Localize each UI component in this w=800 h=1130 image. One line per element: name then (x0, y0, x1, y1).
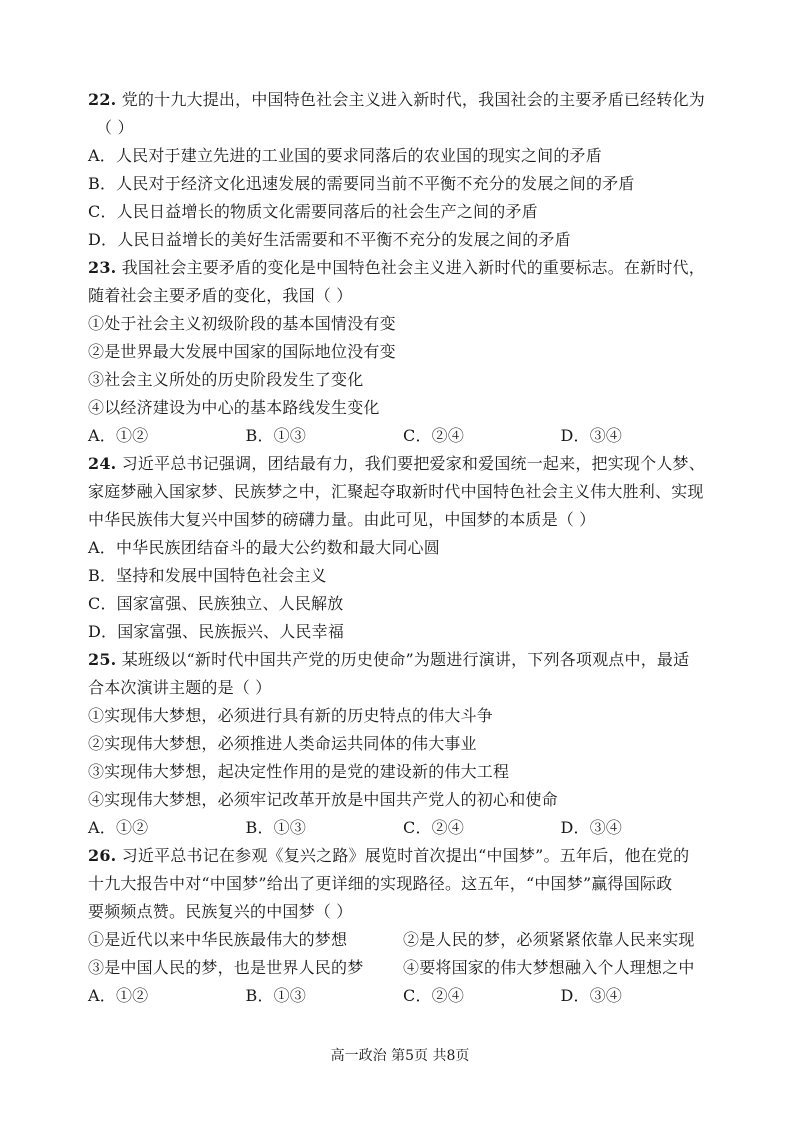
question-number: 24. (88, 454, 117, 473)
statement-3: ③社会主义所处的历史阶段发生了变化 (88, 370, 364, 389)
statement-4: ④实现伟大梦想，必须牢记改革开放是中国共产党人的初心和使命 (88, 790, 558, 809)
statement-4: ④以经济建设为中心的基本路线发生变化 (88, 398, 380, 417)
choice-row (88, 422, 718, 450)
statement-1: ①实现伟大梦想，必须进行具有新的历史特点的伟大斗争 (88, 706, 494, 725)
question-number: 25. (88, 650, 117, 669)
choice-a: A．①② (88, 818, 149, 837)
option-d: D．人民日益增长的美好生活需要和不平衡不充分的发展之间的矛盾 (88, 230, 571, 249)
statement-4: ④要将国家的伟大梦想融入个人理想之中 (403, 958, 695, 977)
question-stem-line: 随着社会主要矛盾的变化，我国（ ） (88, 286, 353, 305)
choice-row (88, 982, 718, 1010)
choice-b: B．①③ (245, 818, 307, 837)
choice-b: B．①③ (245, 986, 307, 1005)
option-d: D．国家富强、民族振兴、人民幸福 (88, 622, 345, 641)
option-a: A．中华民族团结奋斗的最大公约数和最大同心圆 (88, 538, 440, 557)
question-number: 23. (88, 258, 117, 277)
statement-1: ①处于社会主义初级阶段的基本国情没有变 (88, 314, 396, 333)
option-a: A．人民对于建立先进的工业国的要求同落后的农业国的现实之间的矛盾 (88, 146, 602, 165)
statement-2: ②是世界最大发展中国家的国际地位没有变 (88, 342, 396, 361)
question-stem-line: 25. 某班级以“新时代中国共产党的历史使命”为题进行演讲，下列各项观点中，最适 (88, 650, 690, 669)
question-stem-line: 合本次演讲主题的是（ ） (88, 678, 272, 697)
statement-2: ②实现伟大梦想，必须推进人类命运共同体的伟大事业 (88, 734, 477, 753)
choice-d: D．③④ (560, 426, 623, 445)
statement-1: ①是近代以来中华民族最伟大的梦想 (88, 930, 348, 949)
question-stem-line: 22. 党的十九大提出，中国特色社会主义进入新时代，我国社会的主要矛盾已经转化为 (88, 90, 705, 109)
question-number: 22. (88, 90, 117, 109)
statement-3: ③是中国人民的梦，也是世界人民的梦 (88, 958, 364, 977)
statement-row (88, 926, 718, 954)
answer-bracket: （ ） (96, 118, 134, 137)
question-26 (88, 842, 718, 1010)
option-b: B．人民对于经济文化迅速发展的需要同当前不平衡不充分的发展之间的矛盾 (88, 174, 635, 193)
question-24 (88, 450, 718, 646)
question-stem-line: 中华民族伟大复兴中国梦的磅礴力量。由此可见，中国梦的本质是（ ） (88, 510, 596, 529)
option-c: C．国家富强、民族独立、人民解放 (88, 594, 344, 613)
question-25 (88, 646, 718, 842)
statement-2: ②是人民的梦，必须紧紧依靠人民来实现 (403, 930, 695, 949)
choice-c: C．②④ (403, 426, 465, 445)
option-b: B．坚持和发展中国特色社会主义 (88, 566, 327, 585)
statement-row (88, 954, 718, 982)
question-22 (88, 86, 718, 254)
page-footer: 高一政治 第5页 共8页 (330, 1048, 470, 1064)
option-c: C．人民日益增长的物质文化需要同落后的社会生产之间的矛盾 (88, 202, 538, 221)
choice-a: A．①② (88, 986, 149, 1005)
choice-c: C．②④ (403, 986, 465, 1005)
question-stem-line: 家庭梦融入国家梦、民族梦之中，汇聚起夺取新时代中国特色社会主义伟大胜利、实现 (88, 482, 704, 501)
statement-3: ③实现伟大梦想，起决定性作用的是党的建设新的伟大工程 (88, 762, 510, 781)
choice-d: D．③④ (560, 818, 623, 837)
question-stem-line: 十九大报告中对“中国梦”给出了更详细的实现路径。这五年，“中国梦”赢得国际政 (88, 874, 673, 893)
choice-a: A．①② (88, 426, 149, 445)
question-stem-line: 24. 习近平总书记强调，团结最有力，我们要把爱家和爱国统一起来，把实现个人梦、 (88, 454, 705, 473)
choice-row (88, 814, 718, 842)
question-list (88, 86, 718, 1010)
choice-d: D．③④ (560, 986, 623, 1005)
question-stem-line: 要频频点赞。民族复兴的中国梦（ ） (88, 902, 353, 921)
question-stem-line: 26. 习近平总书记在参观《复兴之路》展览时首次提出“中国梦”。五年后，他在党的 (88, 846, 690, 865)
question-number: 26. (88, 846, 117, 865)
question-stem-line: 23. 我国社会主要矛盾的变化是中国特色社会主义进入新时代的重要标志。在新时代， (88, 258, 705, 277)
choice-b: B．①③ (245, 426, 307, 445)
question-23 (88, 254, 718, 450)
choice-c: C．②④ (403, 818, 465, 837)
